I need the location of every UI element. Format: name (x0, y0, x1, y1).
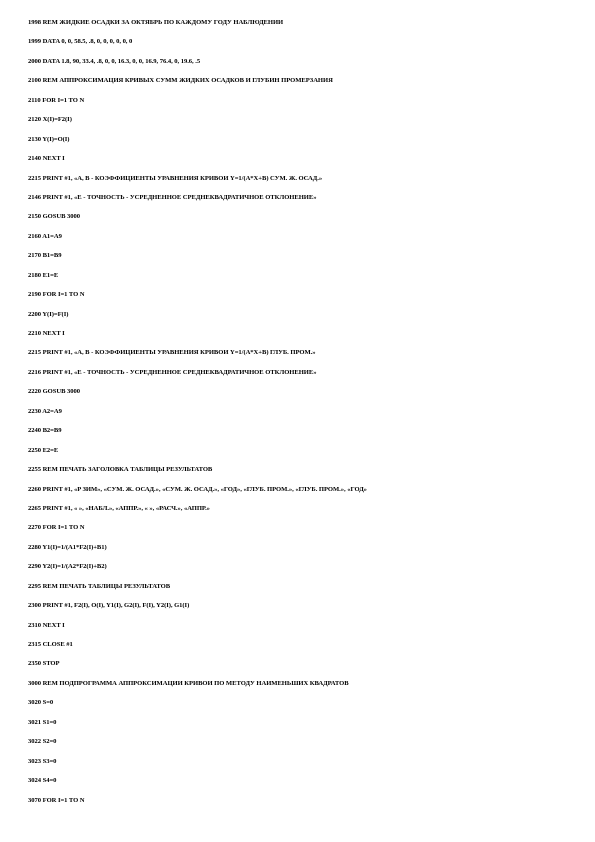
code-line: 2315 CLOSE #1 (28, 642, 73, 648)
code-line: 2170 B1=B9 (28, 253, 62, 260)
code-line: 2220 GOSUB 3000 (28, 389, 81, 396)
code-line: 2230 A2=A9 (28, 408, 62, 415)
code-line: 3021 S1=0 (28, 719, 57, 726)
code-line: 2216 PRINT #1, «E - ТОЧНОСТЬ - УСРЕДНЕННОЕ СРЕДНЕКВАДРАТИЧНОЕ ОТКЛОНЕНИЕ» (28, 369, 317, 376)
code-line: 3020 S=0 (28, 700, 54, 707)
code-line: 2295 REM ПЕЧАТЬ ТАБЛИЦЫ РЕЗУЛЬТАТОВ (28, 583, 171, 590)
code-line: 3024 S4=0 (28, 778, 57, 785)
code-line: 1998 REM ЖИДКИЕ ОСАДКИ ЗА ОКТЯБРЬ ПО КАЖДОМУ ГОДУ НАБЛЮДЕНИЙ (28, 20, 284, 26)
code-line: 2000 DATA 1.8, 90, 33.4, .8, 0, 0, 16.3, 0, 0, 16.9, 76.4, 0, 19.6, .5 (28, 58, 201, 65)
code-line: 2110 FOR I=1 TO N (28, 97, 85, 104)
code-line: 2215 PRINT #1, «A, B - КОЭФФИЦИЕНТЫ УРАВНЕНИЯ КРИВОЙ Y=1/(A*X+B) ГЛУБ. ПРОМ.» (28, 350, 316, 357)
code-line: 2130 Y(I)=O(I) (28, 136, 70, 143)
code-line: 3000 REM ПОДПРОГРАММА АППРОКСИМАЦИИ КРИВОЙ ПО МЕТОДУ НАИМЕНЬШИХ КВАДРАТОВ (28, 680, 349, 687)
code-line: 2160 A1=A9 (28, 233, 62, 240)
code-line: 2310 NEXT I (28, 622, 65, 629)
code-line: 2150 GOSUB 3000 (28, 214, 81, 221)
code-line: 3023 S3=0 (28, 758, 57, 765)
code-line: 2215 PRINT #1, «A, B - КОЭФФИЦИЕНТЫ УРАВНЕНИЯ КРИВОЙ Y=1/(A*X+B) СУМ. Ж. ОСАД.» (28, 175, 323, 182)
code-line: 2240 B2=B9 (28, 428, 62, 435)
code-line: 2280 Y1(I)=1/(A1*F2(I)+B1) (28, 544, 107, 551)
code-line: 2146 PRINT #1, «E - ТОЧНОСТЬ - УСРЕДНЕННОЕ СРЕДНЕКВАДРАТИЧНОЕ ОТКЛОНЕНИЕ» (28, 194, 317, 201)
code-line: 2180 E1=E (28, 272, 59, 279)
code-line: 2270 FOR I=1 TO N (28, 525, 85, 532)
code-line: 2300 PRINT #1, F2(I), O(I), Y1(I), G2(I), F(I), Y2(I), G1(I) (28, 603, 190, 610)
code-line: 2200 Y(I)=F(I) (28, 311, 69, 318)
code-line: 3070 FOR I=1 TO N (28, 797, 85, 804)
code-line: 2265 PRINT #1, « », «НАБЛ.», «АППР.», « », «РАСЧ.», «АППР.» (28, 505, 210, 512)
code-line: 2350 STOP (28, 661, 60, 668)
code-line: 2100 REM АППРОКСИМАЦИЯ КРИВЫХ СУММ ЖИДКИХ ОСАДКОВ И ГЛУБИН ПРОМЕРЗАНИЯ (28, 78, 333, 85)
code-line: 2140 NEXT I (28, 156, 65, 163)
code-line: 3022 S2=0 (28, 739, 57, 746)
code-line: 2120 X(I)=F2(I) (28, 117, 72, 124)
basic-code-listing (28, 20, 578, 817)
code-line: 2250 E2=E (28, 447, 59, 454)
code-line: 2255 REM ПЕЧАТЬ ЗАГОЛОВКА ТАБЛИЦЫ РЕЗУЛЬТАТОВ (28, 467, 213, 474)
code-line: 2290 Y2(I)=1/(A2*F2(I)+B2) (28, 564, 107, 571)
code-line: 2260 PRINT #1, «P ЗИМ», «СУМ. Ж. ОСАД.», «СУМ. Ж. ОСАД.», «ГОД», «ГЛУБ. ПРОМ.», «ГЛУБ. ПРОМ.», «ГОД» (28, 486, 367, 493)
code-line: 2210 NEXT I (28, 331, 65, 337)
code-line: 2190 FOR I=1 TO N (28, 292, 85, 299)
code-line: 1999 DATA 0, 0, 58.5, .8, 0, 0, 0, 0, 0, 0 (28, 39, 133, 46)
